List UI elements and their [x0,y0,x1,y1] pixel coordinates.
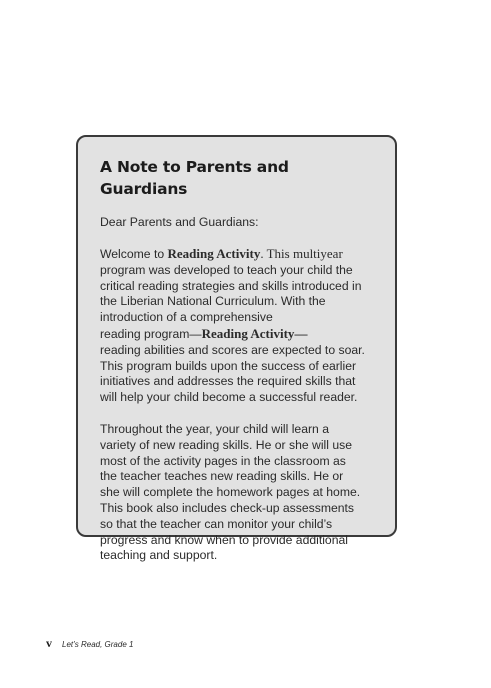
note-title: A Note to Parents and Guardians [100,158,289,198]
page-number: v [46,636,52,650]
paragraph-line: This program builds upon the success of earlier [100,358,357,373]
paragraph-line: so that the teacher can monitor your child’s [100,516,333,531]
paragraph-line: critical reading strategies and skills introduced in [100,278,362,293]
paragraph-line: she will complete the homework pages at home. [100,485,361,500]
paragraph-line: initiatives and addresses the required skills that [100,374,356,389]
program-name: Reading Activity [201,325,295,341]
paragraph-line: variety of new reading skills. He or she will use [100,437,352,452]
page-footer [46,636,133,650]
paragraph-line: reading abilities and scores are expected to soar. [100,342,365,357]
paragraph-throughout [100,422,377,564]
paragraph-line [100,326,377,343]
paragraph-line: introduction of a comprehensive [100,310,273,325]
program-name: Reading Activity [167,246,261,261]
paragraph-line: teaching and support. [100,548,218,563]
book-title: Let’s Read, Grade 1 [62,640,134,649]
paragraph-line: progress and know when to provide additional [100,532,348,547]
paragraph-line: the Liberian National Curriculum. With the [100,294,326,309]
paragraph-line [100,246,377,263]
paragraph-welcome [100,246,377,406]
note-box [76,135,397,563]
paragraph-line: the teacher teaches new reading skills. He or [100,469,344,484]
paragraph-line: will help your child become a successful reader. [100,390,358,405]
text-run: Welcome to [100,247,168,261]
text-run: reading program— [100,326,202,341]
paragraph-line: most of the activity pages in the classroom as [100,453,346,468]
text-run: — [294,325,308,341]
paragraph-line: program was developed to teach your child the [100,262,353,277]
salutation: Dear Parents and Guardians: [100,215,259,229]
paragraph-line: This book also includes check-up assessments [100,500,355,515]
paragraph-line: Throughout the year, your child will learn a [100,421,329,436]
text-run: . This multiyear [260,246,343,261]
